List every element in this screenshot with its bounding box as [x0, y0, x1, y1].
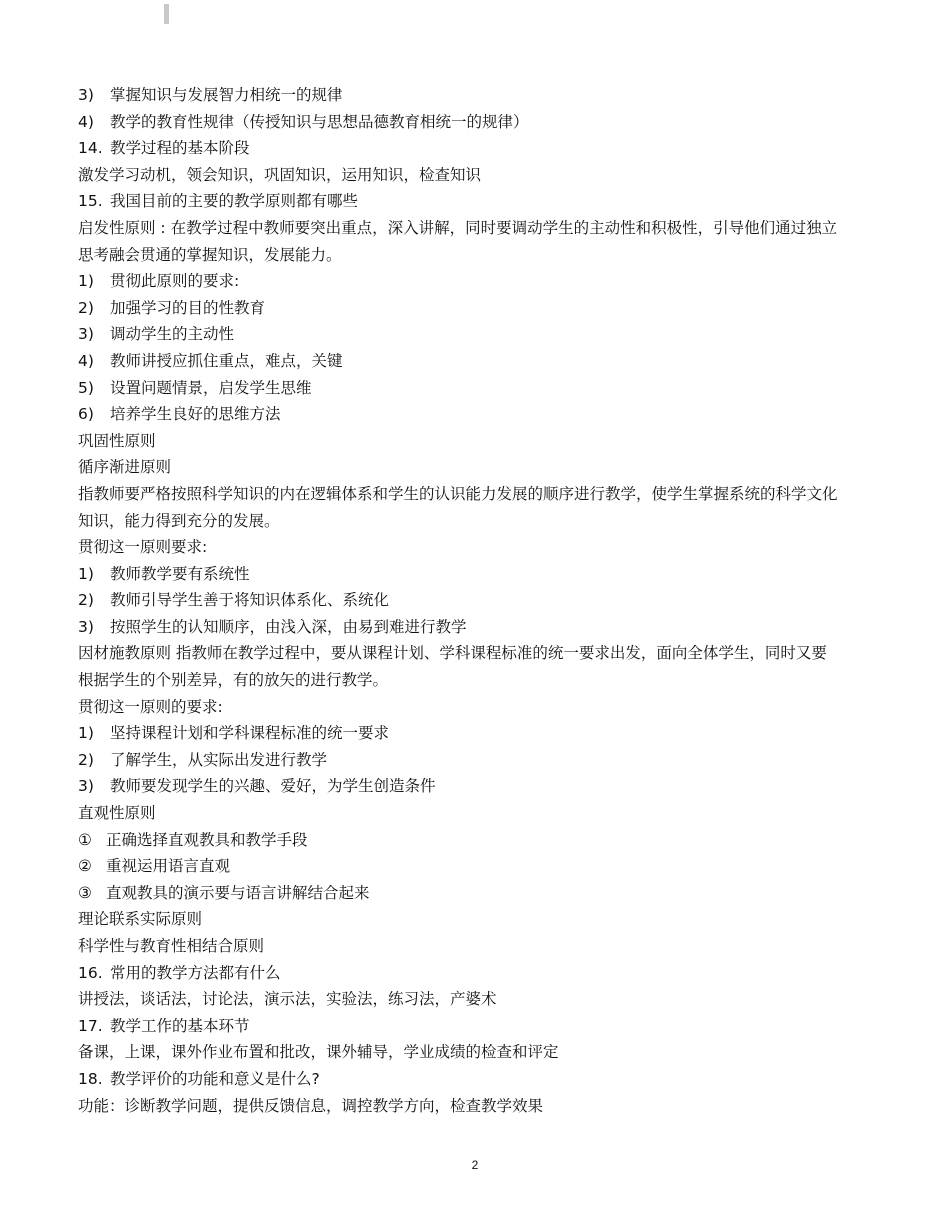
question-heading: 17. 教学工作的基本环节	[78, 1016, 250, 1035]
list-item: 3) 教师要发现学生的兴趣、爱好，为学生创造条件	[78, 777, 436, 796]
question-heading: 14. 教学过程的基本阶段	[78, 139, 250, 158]
page-number: 2	[471, 1158, 479, 1172]
scan-mark	[164, 4, 169, 24]
list-item: ① 正确选择直观教具和教学手段	[78, 830, 308, 849]
list-item: 1) 贯彻此原则的要求:	[78, 272, 240, 291]
list-item: 4) 教学的教育性规律（传授知识与思想品德教育相统一的规律）	[78, 112, 529, 131]
list-item: 1) 教师教学要有系统性	[78, 564, 250, 583]
list-item: 4) 教师讲授应抓住重点，难点，关键	[78, 351, 343, 370]
paragraph: 启发性原则 : 在教学过程中教师要突出重点，深入讲解，同时要调动学生的主动性和积极性，引导他们通过独立思考融会贯通的掌握知识，发展能力。	[78, 218, 838, 264]
list-item: 6) 培养学生良好的思维方法	[78, 405, 281, 424]
list-item: 2) 了解学生，从实际出发进行教学	[78, 750, 328, 769]
principle-heading: 科学性与教育性相结合原则	[78, 937, 265, 955]
question-heading: 15. 我国目前的主要的教学原则都有哪些	[78, 192, 359, 211]
list-item: ② 重视运用语言直观	[78, 857, 231, 876]
paragraph: 备课，上课，课外作业布置和批改，课外辅导，学业成绩的检查和评定	[78, 1043, 559, 1062]
paragraph: 因材施教原则 指教师在教学过程中，要从课程计划、学科课程标准的统一要求出发，面向全体学生，同时又要根据学生的个别差异，有的放矢的进行教学。	[78, 644, 827, 690]
paragraph: 激发学习动机，领会知识，巩固知识，运用知识，检查知识	[78, 165, 482, 184]
list-item: 3) 掌握知识与发展智力相统一的规律	[78, 86, 343, 104]
paragraph: 讲授法，谈话法，讨论法，演示法，实验法，练习法，产婆术	[78, 990, 497, 1009]
list-item: 2) 教师引导学生善于将知识体系化、系统化	[78, 591, 390, 610]
paragraph: 贯彻这一原则要求:	[78, 538, 208, 557]
question-heading: 16. 常用的教学方法都有什么	[78, 963, 281, 982]
principle-heading: 循序渐进原则	[78, 458, 172, 477]
principle-heading: 巩固性原则	[78, 431, 156, 450]
principle-heading: 理论联系实际原则	[78, 910, 203, 929]
question-heading: 18. 教学评价的功能和意义是什么?	[78, 1069, 320, 1088]
list-item: 5) 设置问题情景，启发学生思维	[78, 378, 312, 397]
principle-heading: 直观性原则	[78, 804, 156, 823]
list-item: 3) 按照学生的认知顺序，由浅入深，由易到难进行教学	[78, 617, 467, 636]
list-item: 1) 坚持课程计划和学科课程标准的统一要求	[78, 724, 390, 743]
document-body	[78, 82, 838, 1119]
list-item: 3) 调动学生的主动性	[78, 325, 235, 344]
paragraph: 指教师要严格按照科学知识的内在逻辑体系和学生的认识能力发展的顺序进行教学，使学生掌握系统的科学文化知识，能力得到充分的发展。	[78, 484, 838, 530]
list-item: 2) 加强学习的目的性教育	[78, 298, 266, 317]
paragraph: 贯彻这一原则的要求:	[78, 697, 223, 716]
list-item: ③ 直观教具的演示要与语言讲解结合起来	[78, 883, 370, 902]
paragraph: 功能：诊断教学问题，提供反馈信息，调控教学方向，检查教学效果	[78, 1096, 544, 1115]
